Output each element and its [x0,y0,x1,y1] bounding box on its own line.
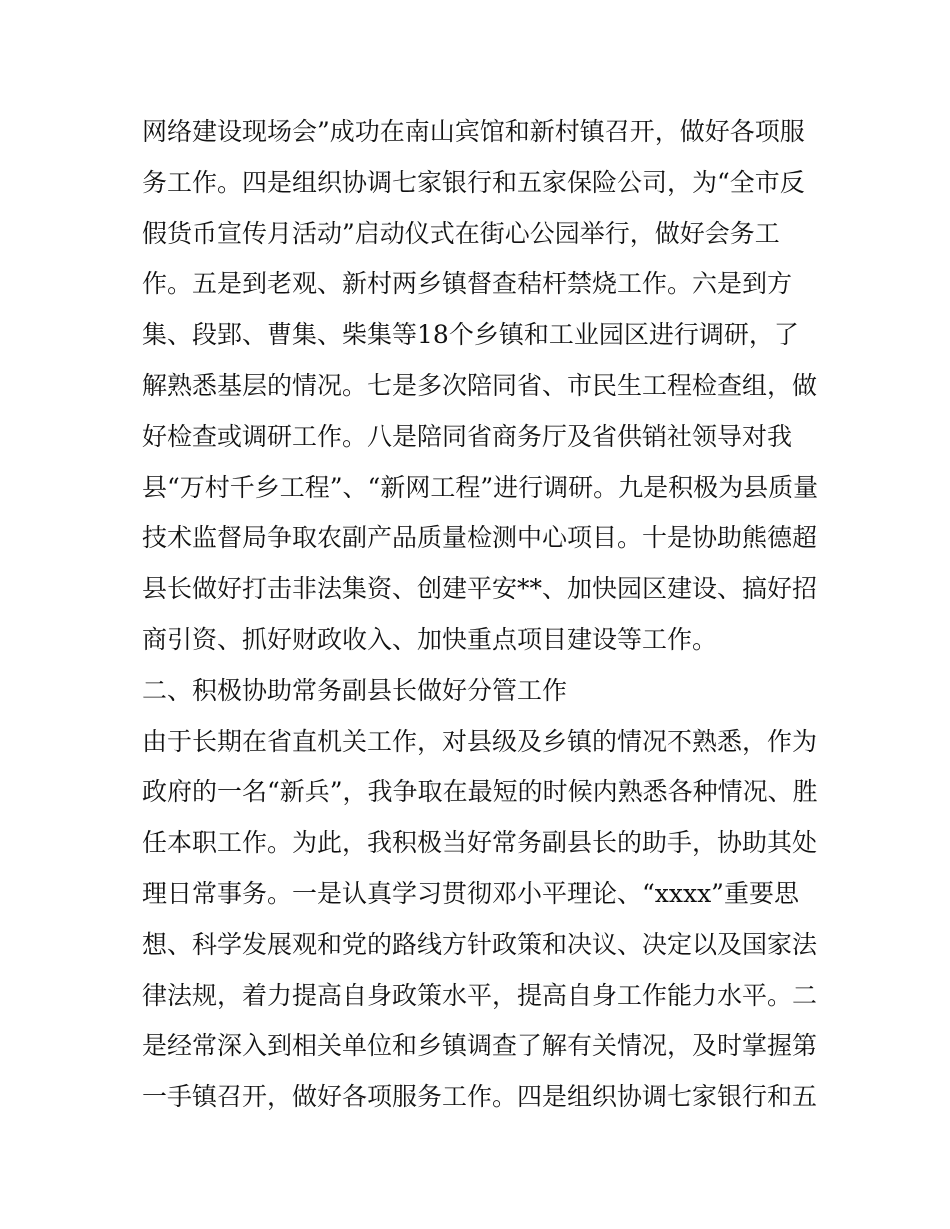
text-line: 县长做好打击非法集资、创建平安**、加快园区建设、搞好招 [142,574,818,604]
text-line: 假货币宣传月活动”启动仪式在街心公园举行，做好会务工 [142,218,780,248]
text-line: 想、科学发展观和党的路线方针政策和决议、决定以及国家法 [142,929,818,959]
text-line: 作。五是到老观、新村两乡镇督查秸杆禁烧工作。六是到方 [142,269,793,299]
text-line: 技术监督局争取农副产品质量检测中心项目。十是协助熊德超 [142,523,818,553]
text-line: 网络建设现场会”成功在南山宾馆和新村镇召开，做好各项服 [142,117,805,146]
text-line: 政府的一名“新兵”，我争取在最短的时候内熟悉各种情况、胜 [142,777,818,807]
text-line: 解熟悉基层的情况。七是多次陪同省、市民生工程检查组，做 [142,370,818,400]
body-text [142,107,822,1123]
text-line: 务工作。四是组织协调七家银行和五家保险公司，为“全市反 [142,167,805,197]
text-line: 商引资、抓好财政收入、加快重点项目建设等工作。 [142,624,718,654]
text-line: 是经常深入到相关单位和乡镇调查了解有关情况，及时掌握第 [142,1031,818,1061]
text-line: 任本职工作。为此，我积极当好常务副县长的助手，协助其处 [142,828,818,858]
text-line: 一手镇召开，做好各项服务工作。四是组织协调七家银行和五 [142,1082,818,1112]
text-line: 理日常事务。一是认真学习贯彻邓小平理论、“xxxx”重要思 [142,878,799,908]
text-line: 县“万村千乡工程”、“新网工程”进行调研。九是积极为县质量 [142,472,819,502]
text-line: 好检查或调研工作。八是陪同省商务厅及省供销社领导对我 [142,421,793,451]
section-heading: 二、积极协助常务副县长做好分管工作 [142,675,568,705]
text-line: 集、段郢、曹集、柴集等18个乡镇和工业园区进行调研，了 [142,320,799,350]
text-line: 由于长期在省直机关工作，对县级及乡镇的情况不熟悉，作为 [142,726,818,756]
text-line: 律法规，着力提高自身政策水平，提高自身工作能力水平。二 [142,980,818,1010]
